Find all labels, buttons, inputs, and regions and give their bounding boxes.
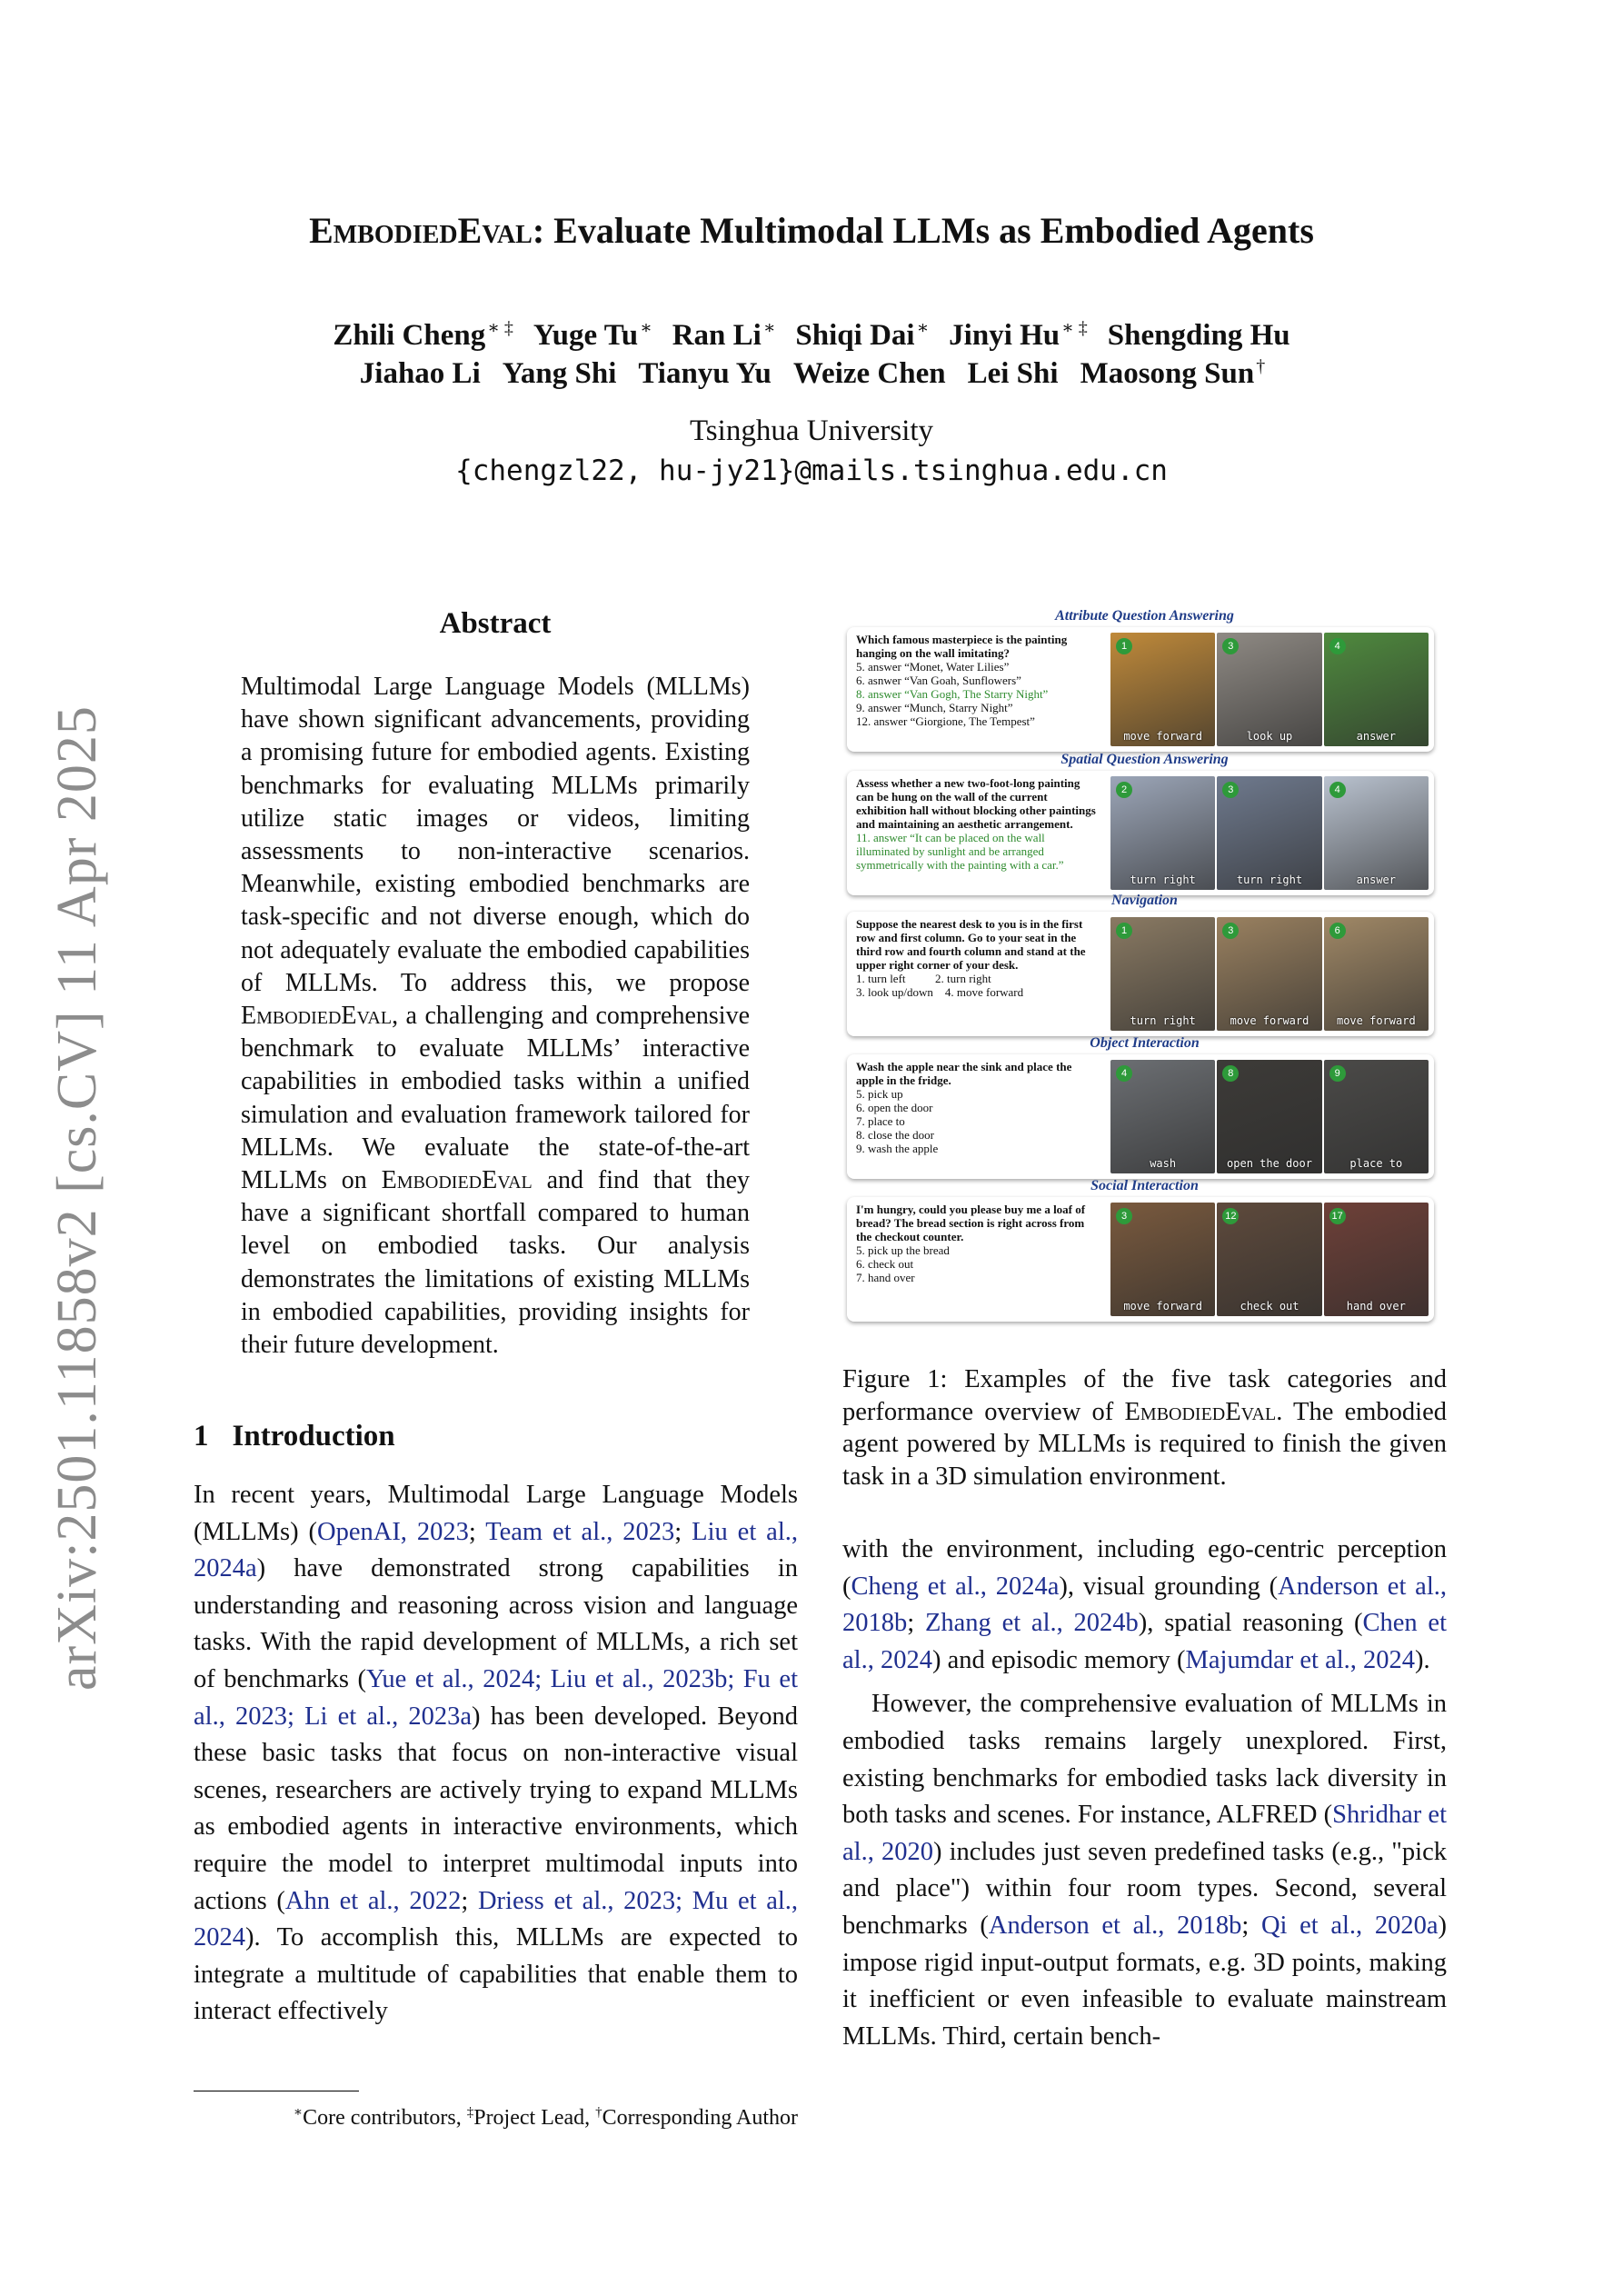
author-mark: ∗ [916,318,930,338]
action-option: 6. check out [856,1257,914,1271]
panel-heading: Object Interaction [1090,1035,1200,1051]
step-number-badge: 4 [1329,782,1346,798]
action-option: 8. close the door [856,1128,934,1142]
figure-caption [842,1363,1447,1492]
task-panel [847,1197,1434,1322]
intro-paragraph [194,1477,798,2031]
body-text: ), visual grounding ( [1059,1572,1279,1601]
step-frame [1324,1203,1429,1316]
email: {chengzl22, hu-jy21}@mails.tsinghua.edu.cn [455,454,1168,487]
abstract-text: Multimodal Large Language Models (MLLMs) have shown significant advancements, providing a promising future for embodied agents. Existing benchmarks for evaluating MLLMs primarily utilize static images or videos, limiting assessments to non-interactive scenarios. Meanwhile, existing embodied benchmarks are task-specific and not diverse enough, which do not adequately evaluate the embodied capabilities of MLLMs. To address this, we propose [241,673,750,997]
body-text: ). [1415,1645,1430,1674]
action-option: 7. place to [856,1114,905,1128]
citation-link[interactable]: Yue et al., 2024; Liu et al., 2023b; Fu et al., 2023; Li et al., 2023a [194,1664,798,1731]
body-text: ; [461,1886,478,1915]
task-instruction: Which famous masterpiece is the painting hanging on the wall imitating? [856,633,1068,660]
body-text: ) have demonstrated strong capabilities in understanding and reasoning across vision and language tasks. With the rapid development of MLLMs, a rich set of benchmarks ( [194,1554,798,1693]
author-mark: † [1256,356,1266,376]
step-number-badge: 3 [1222,782,1239,798]
action-option: 8. answer “Van Gogh, The Starry Night” [856,687,1049,701]
action-option: 12. answer “Giorgione, The Tempest” [856,714,1035,728]
step-action-label: answer [1356,730,1396,743]
caption-system-name: EmbodiedEval [1124,1397,1277,1426]
author-name: Maosong Sun [1080,357,1255,390]
task-text [856,917,1097,999]
abstract-text: and find that they have a significant shortfall compared to human level on embodied tasks. Our analysis demonstrates the limitations of existing MLLMs in embodied capabilities, providing insights for their future development. [241,1166,750,1360]
step-frames [1110,633,1429,746]
step-frames [1110,776,1429,890]
body-text: ; [1241,1911,1261,1940]
step-action-label: hand over [1346,1300,1406,1313]
action-option: 1. turn left 2. turn right [856,972,991,985]
author-mark: ∗ ‡ [1061,318,1088,338]
body-text: ; [674,1517,692,1546]
action-option: 6. asnwer “Van Goah, Sunflowers” [856,674,1021,687]
action-option: 5. pick up the bread [856,1243,950,1257]
step-action-label: wash [1150,1157,1177,1170]
step-action-label: open the door [1227,1157,1312,1170]
step-number-badge: 2 [1116,782,1132,798]
section-heading [194,1420,395,1453]
task-text [856,633,1097,728]
step-action-label: turn right [1130,1014,1196,1027]
footnote-mark: † [595,2105,602,2120]
task-panel [847,771,1434,895]
body-text: ), spatial reasoning ( [1138,1609,1363,1638]
step-frame [1110,917,1215,1031]
body-text: However, the comprehensive evaluation of MLLMs in embodied tasks remains largely unexplored. First, existing benchmarks for embodied tasks lack diversity in both tasks and scenes. For instance, ALFRED ( [842,1690,1447,1830]
footnote-text: Project Lead, [473,2106,596,2130]
abstract-text: , a challenging and comprehensive benchmark to evaluate MLLMs’ interactive capabilities in embodied tasks within a unified simulation and evaluation framework tailored for MLLMs. We evaluate the state-of-the-art MLLMs on [241,1002,750,1195]
step-number-badge: 1 [1116,923,1132,939]
step-frame [1217,776,1321,890]
citation-link[interactable]: Ahn et al., 2022 [284,1886,462,1915]
body-text: ; [907,1609,925,1638]
abstract-system-name: EmbodiedEval [381,1166,533,1195]
arxiv-identifier: arXiv:2501.11858v2 [cs.CV] 11 Apr 2025 [46,705,108,1691]
step-number-badge: 3 [1116,1208,1132,1224]
step-frame [1217,1203,1321,1316]
author-name: Yang Shi [502,357,617,390]
task-panel [847,1054,1434,1179]
panel-heading: Spatial Question Answering [1060,752,1229,767]
step-frame [1110,1203,1215,1316]
task-panel [847,627,1434,752]
body-text: ; [468,1517,486,1546]
citation-link[interactable]: Majumdar et al., 2024 [1185,1645,1416,1674]
step-action-label: look up [1246,730,1293,743]
step-number-badge: 12 [1222,1208,1239,1224]
citation-link[interactable]: Shridhar et al., 2020 [842,1801,1447,1866]
body-text: ) has been developed. Beyond these basic tasks that focus on non-interactive visual scenes, researchers are actively trying to expand MLLMs as embodied agents in interactive environments, which require the model to interpret multimodal inputs into actions ( [194,1702,798,1915]
action-option: 11. answer “It can be placed on the wall illuminated by sunlight and be arranged symmetrically with the painting with a car.” [856,831,1064,872]
step-action-label: check out [1240,1300,1299,1313]
step-frame [1217,1060,1321,1173]
step-frame [1324,633,1429,746]
citation-link[interactable]: Anderson et al., 2018b [988,1911,1242,1940]
citation-link[interactable]: Team et al., 2023 [485,1517,675,1546]
task-instruction: Suppose the nearest desk to you is in the first row and first column. Go to your seat in the third row and fourth column and stand at the upper right corner of your desk. [856,917,1086,972]
section-number: 1 [194,1420,209,1452]
step-action-label: turn right [1236,873,1303,886]
author-name: Weize Chen [792,357,946,390]
step-frames [1110,1060,1429,1173]
step-frame [1110,1060,1215,1173]
author-name: Shengding Hu [1107,319,1290,352]
footnote-text: Core contributors, [303,2106,467,2130]
panel-heading: Attribute Question Answering [1055,608,1234,624]
panel-heading: Social Interaction [1090,1178,1199,1193]
step-action-label: move forward [1123,1300,1203,1313]
step-frame [1324,917,1429,1031]
step-frames [1110,1203,1429,1316]
footnote [194,2103,798,2131]
step-action-label: move forward [1230,1014,1309,1027]
abstract-heading: Abstract [439,607,552,640]
footnote-mark: ‡ [466,2105,474,2120]
author-name: Tianyu Yu [638,357,772,390]
step-number-badge: 3 [1222,638,1239,654]
citation-link[interactable]: OpenAI, 2023 [317,1517,469,1546]
right-column-text [842,1532,1447,2055]
action-option: 6. open the door [856,1101,933,1114]
step-number-badge: 1 [1116,638,1132,654]
step-number-badge: 17 [1329,1208,1346,1224]
step-number-badge: 8 [1222,1065,1239,1082]
action-option: 9. wash the apple [856,1142,939,1155]
step-frame [1217,633,1321,746]
citation-link[interactable]: Chen et al., 2024 [842,1609,1448,1674]
task-instruction: Assess whether a new two-foot-long painting can be hung on the wall of the current exhibition hall without blocking other paintings and maintaining an aesthetic arrangement. [856,776,1096,831]
authors-line-2 [0,356,1623,391]
abstract-body [241,671,750,1362]
panel-heading: Navigation [1111,893,1178,908]
citation-link[interactable]: Anderson et al., 2018b [842,1572,1447,1638]
task-panel [847,912,1434,1036]
action-option: 3. look up/down 4. move forward [856,985,1024,999]
section-title: Introduction [232,1420,395,1452]
action-option: 5. answer “Monet, Water Lilies” [856,660,1010,674]
step-number-badge: 4 [1329,638,1346,654]
author-name: Ran Li [672,319,762,352]
step-frame [1324,1060,1429,1173]
author-name: Zhili Cheng [333,319,486,352]
action-option: 9. answer “Munch, Starry Night” [856,701,1013,714]
step-action-label: move forward [1336,1014,1416,1027]
body-text: ). To accomplish this, MLLMs are expected to integrate a multitude of capabilities that enable them to interact effectively [194,1923,798,2026]
step-frame [1217,917,1321,1031]
citation-link[interactable]: Zhang et al., 2024b [924,1609,1139,1638]
task-instruction: I'm hungry, could you please buy me a loaf of bread? The bread section is right across from the checkout counter. [856,1203,1086,1243]
author-name: Yuge Tu [533,319,639,352]
step-frame [1324,776,1429,890]
caption-text: Figure 1: Examples of the five task categories and performance overview of [842,1365,1447,1426]
step-number-badge: 6 [1329,923,1346,939]
step-action-label: answer [1356,873,1396,886]
caption-text: . The embodied agent powered by MLLMs is required to finish the given task in a 3D simulation environment. [842,1397,1447,1491]
step-action-label: turn right [1130,873,1196,886]
action-option: 7. hand over [856,1271,915,1284]
affiliation: Tsinghua University [689,414,934,447]
author-name: Jiahao Li [359,357,481,390]
author-mark: ∗ [762,318,776,338]
action-option: 5. pick up [856,1087,903,1101]
step-frame [1110,633,1215,746]
task-text [856,1203,1097,1284]
footnote-text: Corresponding Author [602,2106,798,2130]
body-text: ) impose rigid input-output formats, e.g. 3D points, making it inefficient or even infeasible to evaluate mainstream MLLMs. Third, certain bench- [842,1911,1447,2051]
title-text: : Evaluate Multimodal LLMs as Embodied Agents [532,210,1314,251]
footnote-mark: ∗ [293,2105,304,2120]
citation-link[interactable]: Cheng et al., 2024a [851,1572,1060,1601]
body-text: ) and episodic memory ( [931,1645,1186,1674]
paper-title [0,209,1623,252]
citation-link[interactable]: Qi et al., 2020a [1260,1911,1439,1940]
author-name: Shiqi Dai [795,319,915,352]
step-number-badge: 4 [1116,1065,1132,1082]
step-frame [1110,776,1215,890]
step-number-badge: 3 [1222,923,1239,939]
task-text [856,776,1097,872]
author-mark: ∗ [640,318,652,338]
citation-link[interactable]: Driess et al., 2023; Mu et al., 2024 [194,1886,799,1952]
authors-line-1 [0,316,1623,353]
step-action-label: place to [1349,1157,1403,1170]
author-mark: ∗ ‡ [487,318,513,338]
body-text: In recent years, Multimodal Large Language Models (MLLMs) ( [194,1481,798,1546]
task-text [856,1060,1097,1155]
body-text: with the environment, including ego-centric perception ( [842,1535,1447,1601]
step-action-label: move forward [1123,730,1203,743]
body-text: ) includes just seven predefined tasks (e.g., "pick and place") within four room types. Second, several benchmarks ( [842,1837,1447,1940]
citation-link[interactable]: Liu et al., 2024a [194,1517,798,1583]
title-system-name: EmbodiedEval [309,210,533,251]
step-number-badge: 9 [1329,1065,1346,1082]
author-name: Lei Shi [967,357,1059,390]
abstract-system-name: EmbodiedEval [241,1002,393,1031]
task-instruction: Wash the apple near the sink and place the apple in the fridge. [856,1060,1072,1087]
author-name: Jinyi Hu [949,319,1060,352]
step-frames [1110,917,1429,1031]
